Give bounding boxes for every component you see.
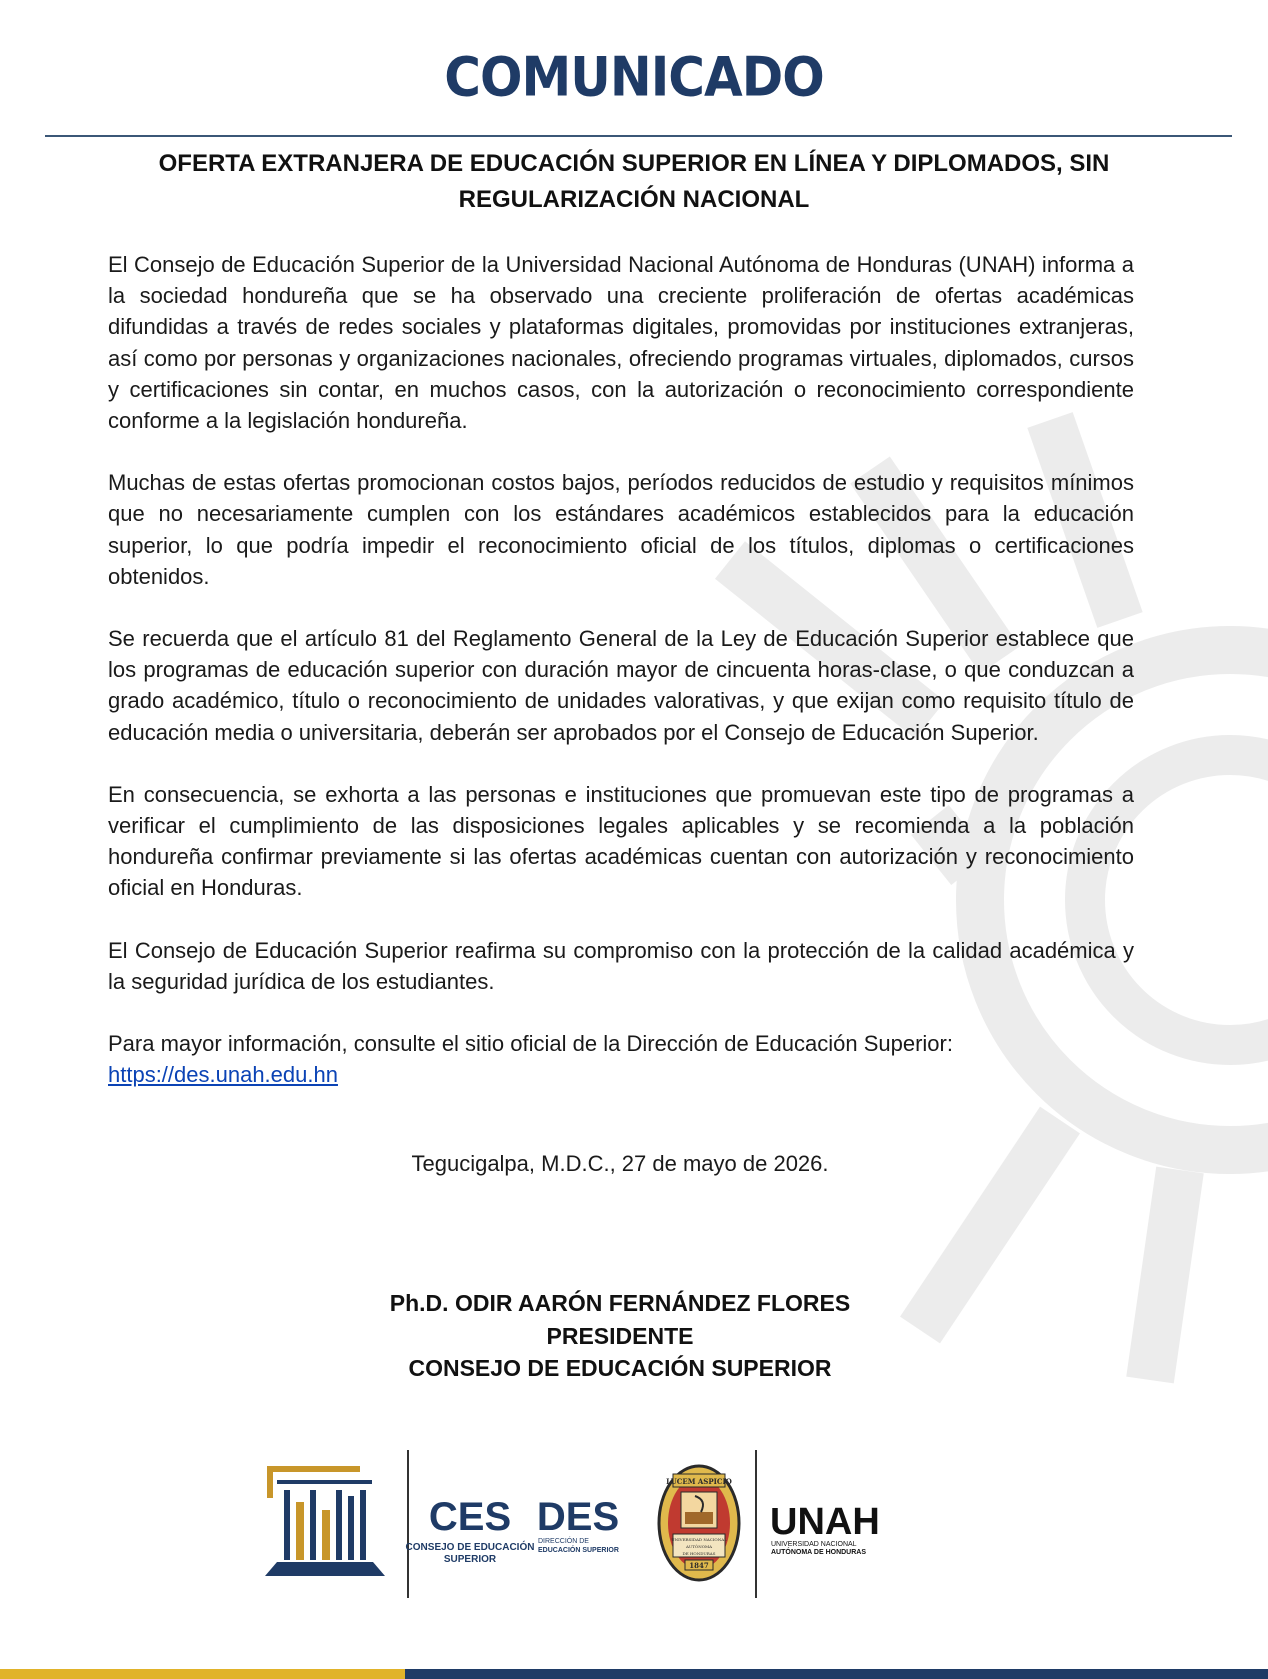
des-website-link[interactable]: https://des.unah.edu.hn	[108, 1062, 338, 1088]
unah-seal-icon	[659, 1466, 739, 1580]
subject-line-1: OFERTA EXTRANJERA DE EDUCACIÓN SUPERIOR EN LÍNEA Y DIPLOMADOS, SIN	[158, 150, 1110, 177]
page-title: COMUNICADO	[444, 45, 824, 109]
des-logo-line1: DIRECCIÓN DE	[538, 1538, 589, 1545]
signatory-name: Ph.D. ODIR AARÓN FERNÁNDEZ FLORES	[389, 1290, 851, 1316]
paragraph-1: El Consejo de Educación Superior de la Universidad Nacional Autónoma de Honduras (UNAH) informa a la sociedad hondureña que se ha observado una creciente proliferación de ofertas académicas difundidas a través de redes sociales y plataformas digitales, promovidas por instituciones extranjeras, así como por personas y organizaciones nacionales, ofreciendo programas virtuales, diplomados, cursos y certificaciones sin contar, en muchos casos, con la autorización o reconocimiento correspondiente conforme a la legislación hondureña.	[108, 252, 1134, 434]
paragraph-5: El Consejo de Educación Superior reafirma su compromiso con la protección de la calidad académica y la seguridad jurídica de los estudiantes.	[108, 937, 1134, 994]
more-info-text: Para mayor información, consulte el sitio oficial de la Dirección de Educación Superior:	[108, 1031, 953, 1057]
footer-gold-segment	[0, 1669, 405, 1679]
institution-logos	[255, 1450, 955, 1600]
paragraph-3: Se recuerda que el artículo 81 del Reglamento General de la Ley de Educación Superior establece que los programas de educación superior con duración mayor de cincuenta horas-clase, o que conduzcan a grado académico, título o reconocimiento de unidades valorativas, y que exijan como requisito título de educación media o universitaria, deberán ser aprobados por el Consejo de Educación Superior.	[108, 626, 1134, 745]
footer-navy-segment	[405, 1669, 1268, 1679]
signatory-org: CONSEJO DE EDUCACIÓN SUPERIOR	[408, 1355, 832, 1381]
seal-motto: LUCEM ASPICIO	[666, 1477, 732, 1486]
seal-line1: UNIVERSIDAD NACIONAL	[671, 1537, 727, 1542]
communique-body	[108, 249, 1134, 1090]
unah-logo-line1: UNIVERSIDAD NACIONAL	[771, 1541, 857, 1548]
subject-heading	[120, 146, 1148, 218]
seal-line2: AUTÓNOMA	[686, 1544, 712, 1549]
unah-logo-line2: AUTÓNOMA DE HONDURAS	[771, 1549, 867, 1556]
seal-year: 1847	[689, 1561, 709, 1570]
footer-color-bar	[0, 1669, 1268, 1679]
ces-logo-line2: SUPERIOR	[443, 1554, 497, 1565]
ces-logo-line1: CONSEJO DE EDUCACIÓN	[405, 1542, 535, 1553]
subject-line-2: REGULARIZACIÓN NACIONAL	[458, 186, 810, 213]
dateline: Tegucigalpa, M.D.C., 27 de mayo de 2026.	[411, 1151, 829, 1176]
paragraph-2: Muchas de estas ofertas promocionan costos bajos, períodos reducidos de estudio y requisitos mínimos que no necesariamente cumplen con los estándares académicos establecidos para la educación superior, lo que podría impedir el reconocimiento oficial de los títulos, diplomas o certificaciones obtenidos.	[108, 470, 1134, 589]
signatory-role: PRESIDENTE	[546, 1322, 694, 1349]
des-logo-line2: EDUCACIÓN SUPERIOR	[538, 1547, 619, 1554]
des-logo-abbr: DES	[536, 1495, 620, 1539]
paragraph-4: En consecuencia, se exhorta a las personas e instituciones que promuevan este tipo de programas a verificar el cumplimiento de las disposiciones legales aplicables y se recomienda a la población hondureña confirmar previamente si las ofertas académicas cuentan con autorización y reconocimiento oficial en Honduras.	[108, 781, 1134, 901]
seal-line3: DE HONDURAS	[682, 1551, 716, 1556]
header-divider	[45, 135, 1232, 137]
unah-logo-abbr: UNAH	[770, 1501, 880, 1543]
ces-emblem-icon	[265, 1466, 385, 1576]
ces-logo-abbr: CES	[428, 1495, 512, 1539]
signature-block	[0, 1287, 1240, 1385]
